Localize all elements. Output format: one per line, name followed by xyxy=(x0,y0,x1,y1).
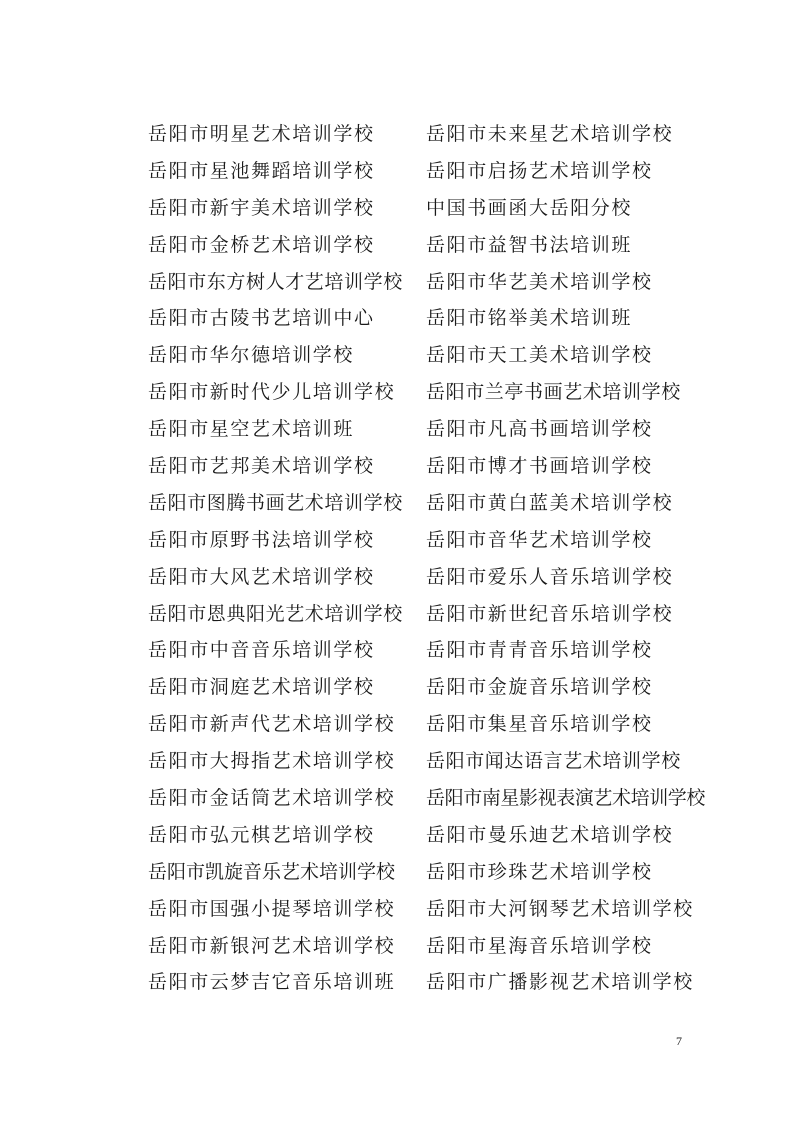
school-name-left: 岳阳市艺邦美术培训学校 xyxy=(148,455,375,478)
school-name-left: 岳阳市弘元棋艺培训学校 xyxy=(148,823,375,846)
list-row xyxy=(0,336,793,373)
list-row xyxy=(0,410,793,447)
school-name-left: 岳阳市金话筒艺术培训学校 xyxy=(148,787,396,810)
school-name-left: 岳阳市新银河艺术培训学校 xyxy=(148,934,396,957)
list-row xyxy=(0,779,793,816)
school-name-left: 岳阳市国强小提琴培训学校 xyxy=(148,897,396,920)
list-row xyxy=(0,927,793,964)
school-name-right: 岳阳市黄白蓝美术培训学校 xyxy=(426,491,674,514)
school-name-right: 岳阳市天工美术培训学校 xyxy=(426,344,653,367)
school-name-left: 岳阳市新宇美术培训学校 xyxy=(148,196,375,219)
list-row xyxy=(0,890,793,927)
school-name-left: 岳阳市古陵书艺培训中心 xyxy=(148,307,375,330)
list-row xyxy=(0,152,793,189)
list-row xyxy=(0,631,793,668)
school-name-right: 岳阳市未来星艺术培训学校 xyxy=(426,123,674,145)
school-name-left: 岳阳市洞庭艺术培训学校 xyxy=(148,676,375,699)
school-name-left: 岳阳市星空艺术培训班 xyxy=(148,418,355,441)
school-name-right: 岳阳市广播影视艺术培训学校 xyxy=(426,971,694,994)
school-name-left: 岳阳市中音音乐培训学校 xyxy=(148,639,375,662)
list-row xyxy=(0,226,793,263)
school-name-right: 岳阳市爱乐人音乐培训学校 xyxy=(426,565,674,588)
school-name-left: 岳阳市凯旋音乐艺术培训学校 xyxy=(148,860,396,883)
school-name-right: 岳阳市华艺美术培训学校 xyxy=(426,270,653,293)
school-name-right: 岳阳市兰亭书画艺术培训学校 xyxy=(426,381,681,404)
school-name-left: 岳阳市东方树人才艺培训学校 xyxy=(148,270,403,293)
school-name-right: 岳阳市青青音乐培训学校 xyxy=(426,639,653,662)
school-name-left: 岳阳市华尔德培训学校 xyxy=(148,344,355,367)
list-row xyxy=(0,521,793,558)
school-name-left: 岳阳市图腾书画艺术培训学校 xyxy=(148,491,403,514)
school-name-right: 岳阳市集星音乐培训学校 xyxy=(426,713,653,736)
list-row xyxy=(0,115,793,152)
list-row xyxy=(0,668,793,705)
school-name-right: 中国书画函大岳阳分校 xyxy=(426,196,633,219)
school-name-left: 岳阳市新时代少儿培训学校 xyxy=(148,381,396,404)
list-row xyxy=(0,705,793,742)
list-row xyxy=(0,558,793,595)
list-row xyxy=(0,963,793,1000)
list-row xyxy=(0,816,793,853)
school-name-left: 岳阳市恩典阳光艺术培训学校 xyxy=(148,602,403,625)
school-name-right: 岳阳市金旋音乐培训学校 xyxy=(426,676,653,699)
school-name-left: 岳阳市原野书法培训学校 xyxy=(148,528,375,551)
school-name-left: 岳阳市新声代艺术培训学校 xyxy=(148,713,396,736)
school-name-left: 岳阳市云梦吉它音乐培训班 xyxy=(148,971,396,994)
list-row xyxy=(0,447,793,484)
school-name-right: 岳阳市新世纪音乐培训学校 xyxy=(426,602,674,625)
list-row xyxy=(0,189,793,226)
school-name-right: 岳阳市南星影视表演艺术培训学校 xyxy=(426,787,706,810)
school-name-right: 岳阳市星海音乐培训学校 xyxy=(426,934,653,957)
school-name-right: 岳阳市闻达语言艺术培训学校 xyxy=(426,750,681,773)
school-name-left: 岳阳市金桥艺术培训学校 xyxy=(148,233,375,256)
school-name-right: 岳阳市益智书法培训班 xyxy=(426,233,633,256)
list-row xyxy=(0,853,793,890)
school-name-left: 岳阳市明星艺术培训学校 xyxy=(148,123,375,145)
school-name-right: 岳阳市大河钢琴艺术培训学校 xyxy=(426,897,694,920)
school-name-left: 岳阳市大拇指艺术培训学校 xyxy=(148,750,396,773)
school-name-right: 岳阳市启扬艺术培训学校 xyxy=(426,159,653,182)
list-row xyxy=(0,742,793,779)
school-name-right: 岳阳市凡高书画培训学校 xyxy=(426,418,653,441)
list-row xyxy=(0,299,793,336)
school-name-right: 岳阳市博才书画培训学校 xyxy=(426,455,653,478)
list-row xyxy=(0,373,793,410)
school-name-right: 岳阳市珍珠艺术培训学校 xyxy=(426,860,653,883)
school-name-left: 岳阳市星池舞蹈培训学校 xyxy=(148,159,375,182)
school-name-right: 岳阳市音华艺术培训学校 xyxy=(426,528,653,551)
school-list xyxy=(0,115,793,1000)
list-row xyxy=(0,263,793,300)
school-name-right: 岳阳市曼乐迪艺术培训学校 xyxy=(426,823,674,846)
page-number: 7 xyxy=(676,1034,682,1048)
school-name-right: 岳阳市铭举美术培训班 xyxy=(426,307,633,330)
school-name-left: 岳阳市大风艺术培训学校 xyxy=(148,565,375,588)
list-row xyxy=(0,484,793,521)
list-row xyxy=(0,595,793,632)
